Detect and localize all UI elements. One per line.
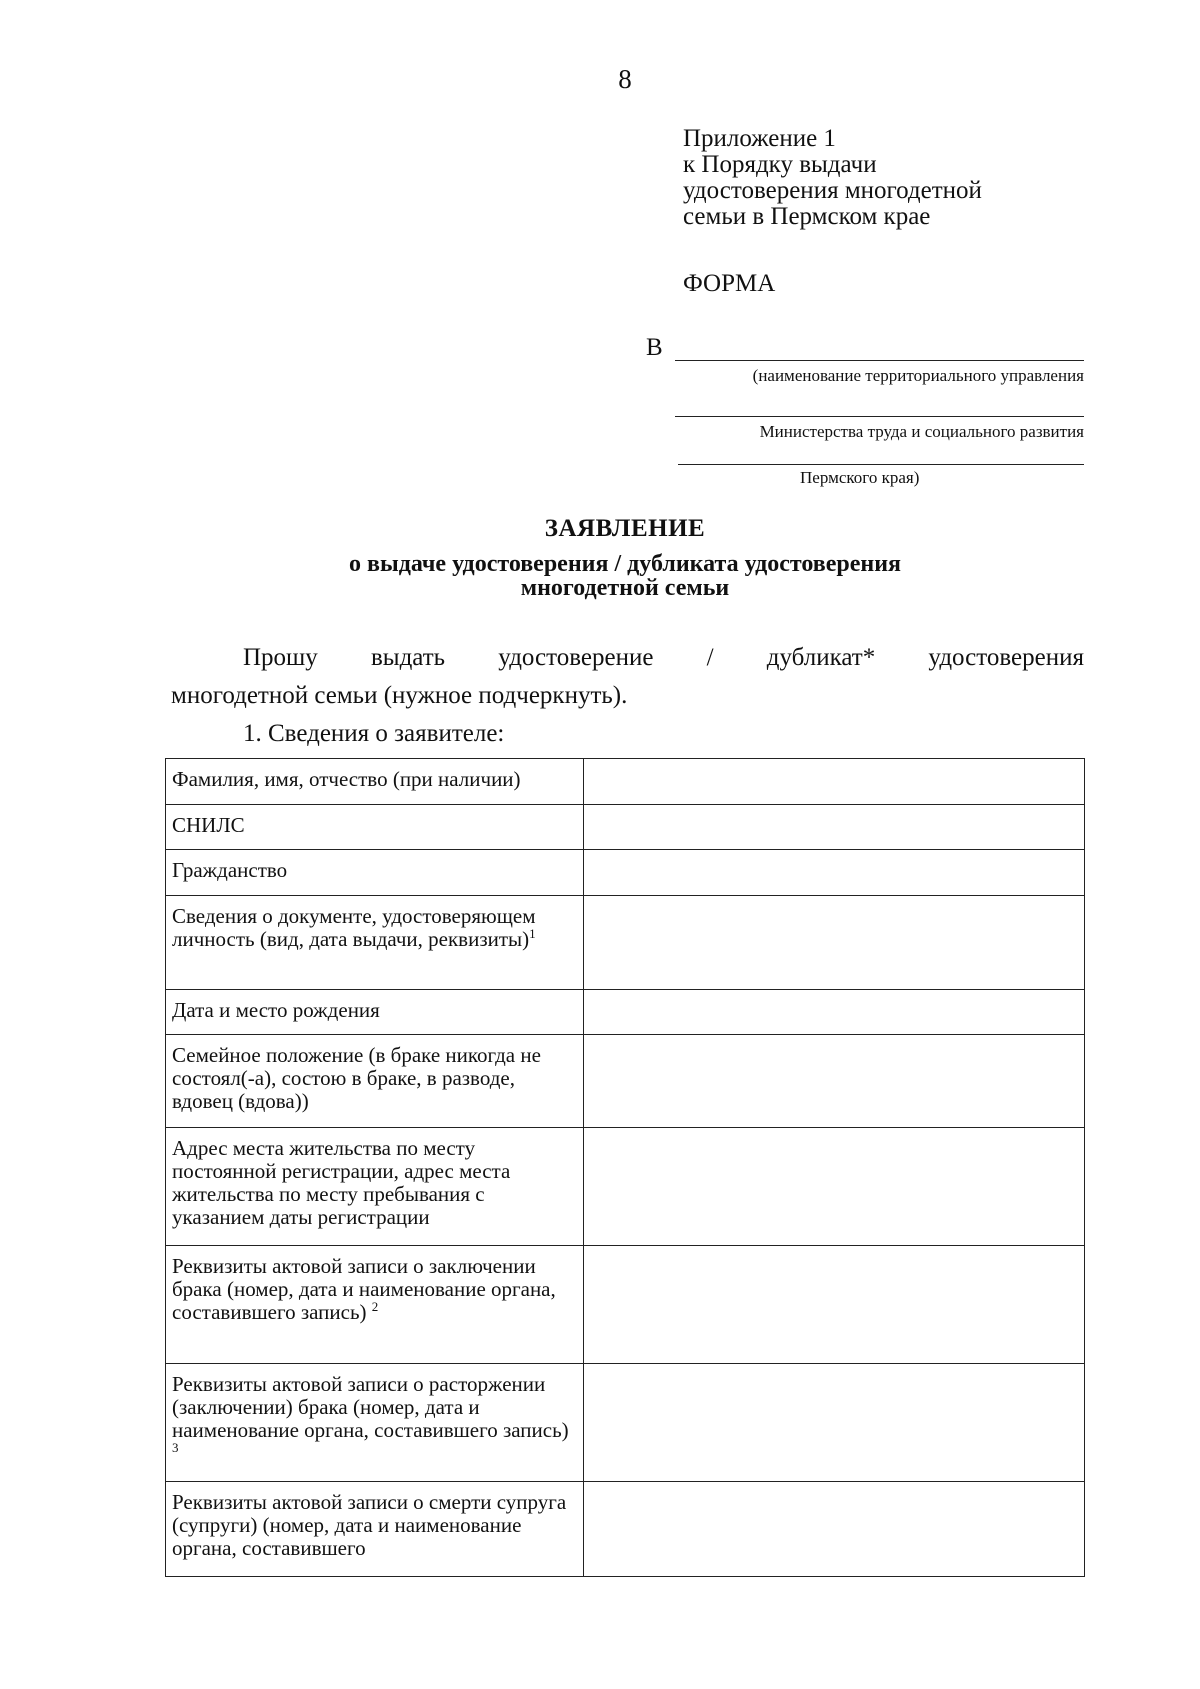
table-row: [166, 1035, 1085, 1128]
request-word: удостоверения: [928, 644, 1084, 671]
appendix-line: удостоверения многодетной: [683, 177, 982, 204]
row-label: Дата и место рождения: [166, 990, 584, 1035]
row-value-field[interactable]: [584, 1246, 1085, 1364]
addressee-field-line-1[interactable]: [675, 360, 1084, 361]
row-value-field[interactable]: [584, 990, 1085, 1035]
row-value-field[interactable]: [584, 850, 1085, 896]
addressee-field-line-3[interactable]: [678, 464, 1084, 465]
row-value-field[interactable]: [584, 1035, 1085, 1128]
addressee-prefix: В: [646, 334, 663, 361]
row-value-field[interactable]: [584, 1482, 1085, 1577]
request-line-2: многодетной семьи (нужное подчеркнуть).: [171, 682, 628, 709]
row-label: Гражданство: [166, 850, 584, 896]
addressee-field-line-2[interactable]: [675, 416, 1084, 417]
footnote-ref: 3: [172, 1440, 179, 1455]
document-subtitle: [0, 552, 1200, 600]
row-label: Реквизиты актовой записи о смерти супруга (супруги) (номер, дата и наименование органа, составившего: [166, 1482, 584, 1577]
appendix-block: [683, 126, 982, 230]
form-label: ФОРМА: [683, 270, 776, 297]
appendix-line: Приложение 1: [683, 125, 836, 152]
row-label: Фамилия, имя, отчество (при наличии): [166, 759, 584, 805]
request-word: /: [706, 644, 714, 671]
table-row: [166, 990, 1085, 1035]
table-row: [166, 805, 1085, 850]
subtitle-line: о выдаче удостоверения / дубликата удостоверения: [349, 551, 901, 577]
table-row: [166, 1364, 1085, 1482]
table-row: [166, 759, 1085, 805]
row-label: Реквизиты актовой записи о заключении брака (номер, дата и наименование органа, составившего запись) $^2$: [166, 1246, 584, 1364]
section-title: 1. Сведения о заявителе:: [243, 720, 505, 747]
table-row: [166, 1482, 1085, 1577]
request-line-1: [171, 644, 1084, 672]
row-label: Реквизиты актовой записи о расторжении (заключении) брака (номер, дата и наименование органа, составившего запись) $^3$: [166, 1364, 584, 1482]
appendix-line: к Порядку выдачи: [683, 151, 877, 178]
table-row: [166, 1246, 1085, 1364]
row-value-field[interactable]: [584, 759, 1085, 805]
addressee-caption-2: Министерства труда и социального развития: [759, 422, 1084, 441]
subtitle-line: многодетной семьи: [520, 575, 730, 601]
footnote-ref: 2: [371, 1299, 379, 1314]
page-number: 8: [618, 64, 632, 94]
addressee-caption-1: (наименование территориального управления: [752, 366, 1084, 385]
request-word: дубликат*: [766, 644, 876, 671]
row-label: Сведения о документе, удостоверяющем личность (вид, дата выдачи, реквизиты)$^1$: [166, 896, 584, 990]
row-value-field[interactable]: [584, 805, 1085, 850]
row-value-field[interactable]: [584, 896, 1085, 990]
request-word: выдать: [370, 644, 446, 671]
table-row: [166, 896, 1085, 990]
applicant-table: [165, 758, 1085, 1577]
request-word: удостоверение: [498, 644, 654, 671]
row-value-field[interactable]: [584, 1128, 1085, 1246]
table-row: [166, 1128, 1085, 1246]
row-label: Адрес места жительства по месту постоянной регистрации, адрес места жительства по месту пребывания с указанием даты регистрации: [166, 1128, 584, 1246]
request-word: Прошу: [243, 644, 318, 671]
row-value-field[interactable]: [584, 1364, 1085, 1482]
table-row: [166, 850, 1085, 896]
addressee-caption-3: Пермского края): [800, 468, 920, 487]
appendix-line: семьи в Пермском крае: [683, 203, 931, 230]
document-title: ЗАЯВЛЕНИЕ: [544, 515, 706, 542]
footnote-ref: 1: [529, 926, 536, 941]
row-label: СНИЛС: [166, 805, 584, 850]
row-label: Семейное положение (в браке никогда не состоял(-а), состою в браке, в разводе, вдовец (вдова)): [166, 1035, 584, 1128]
